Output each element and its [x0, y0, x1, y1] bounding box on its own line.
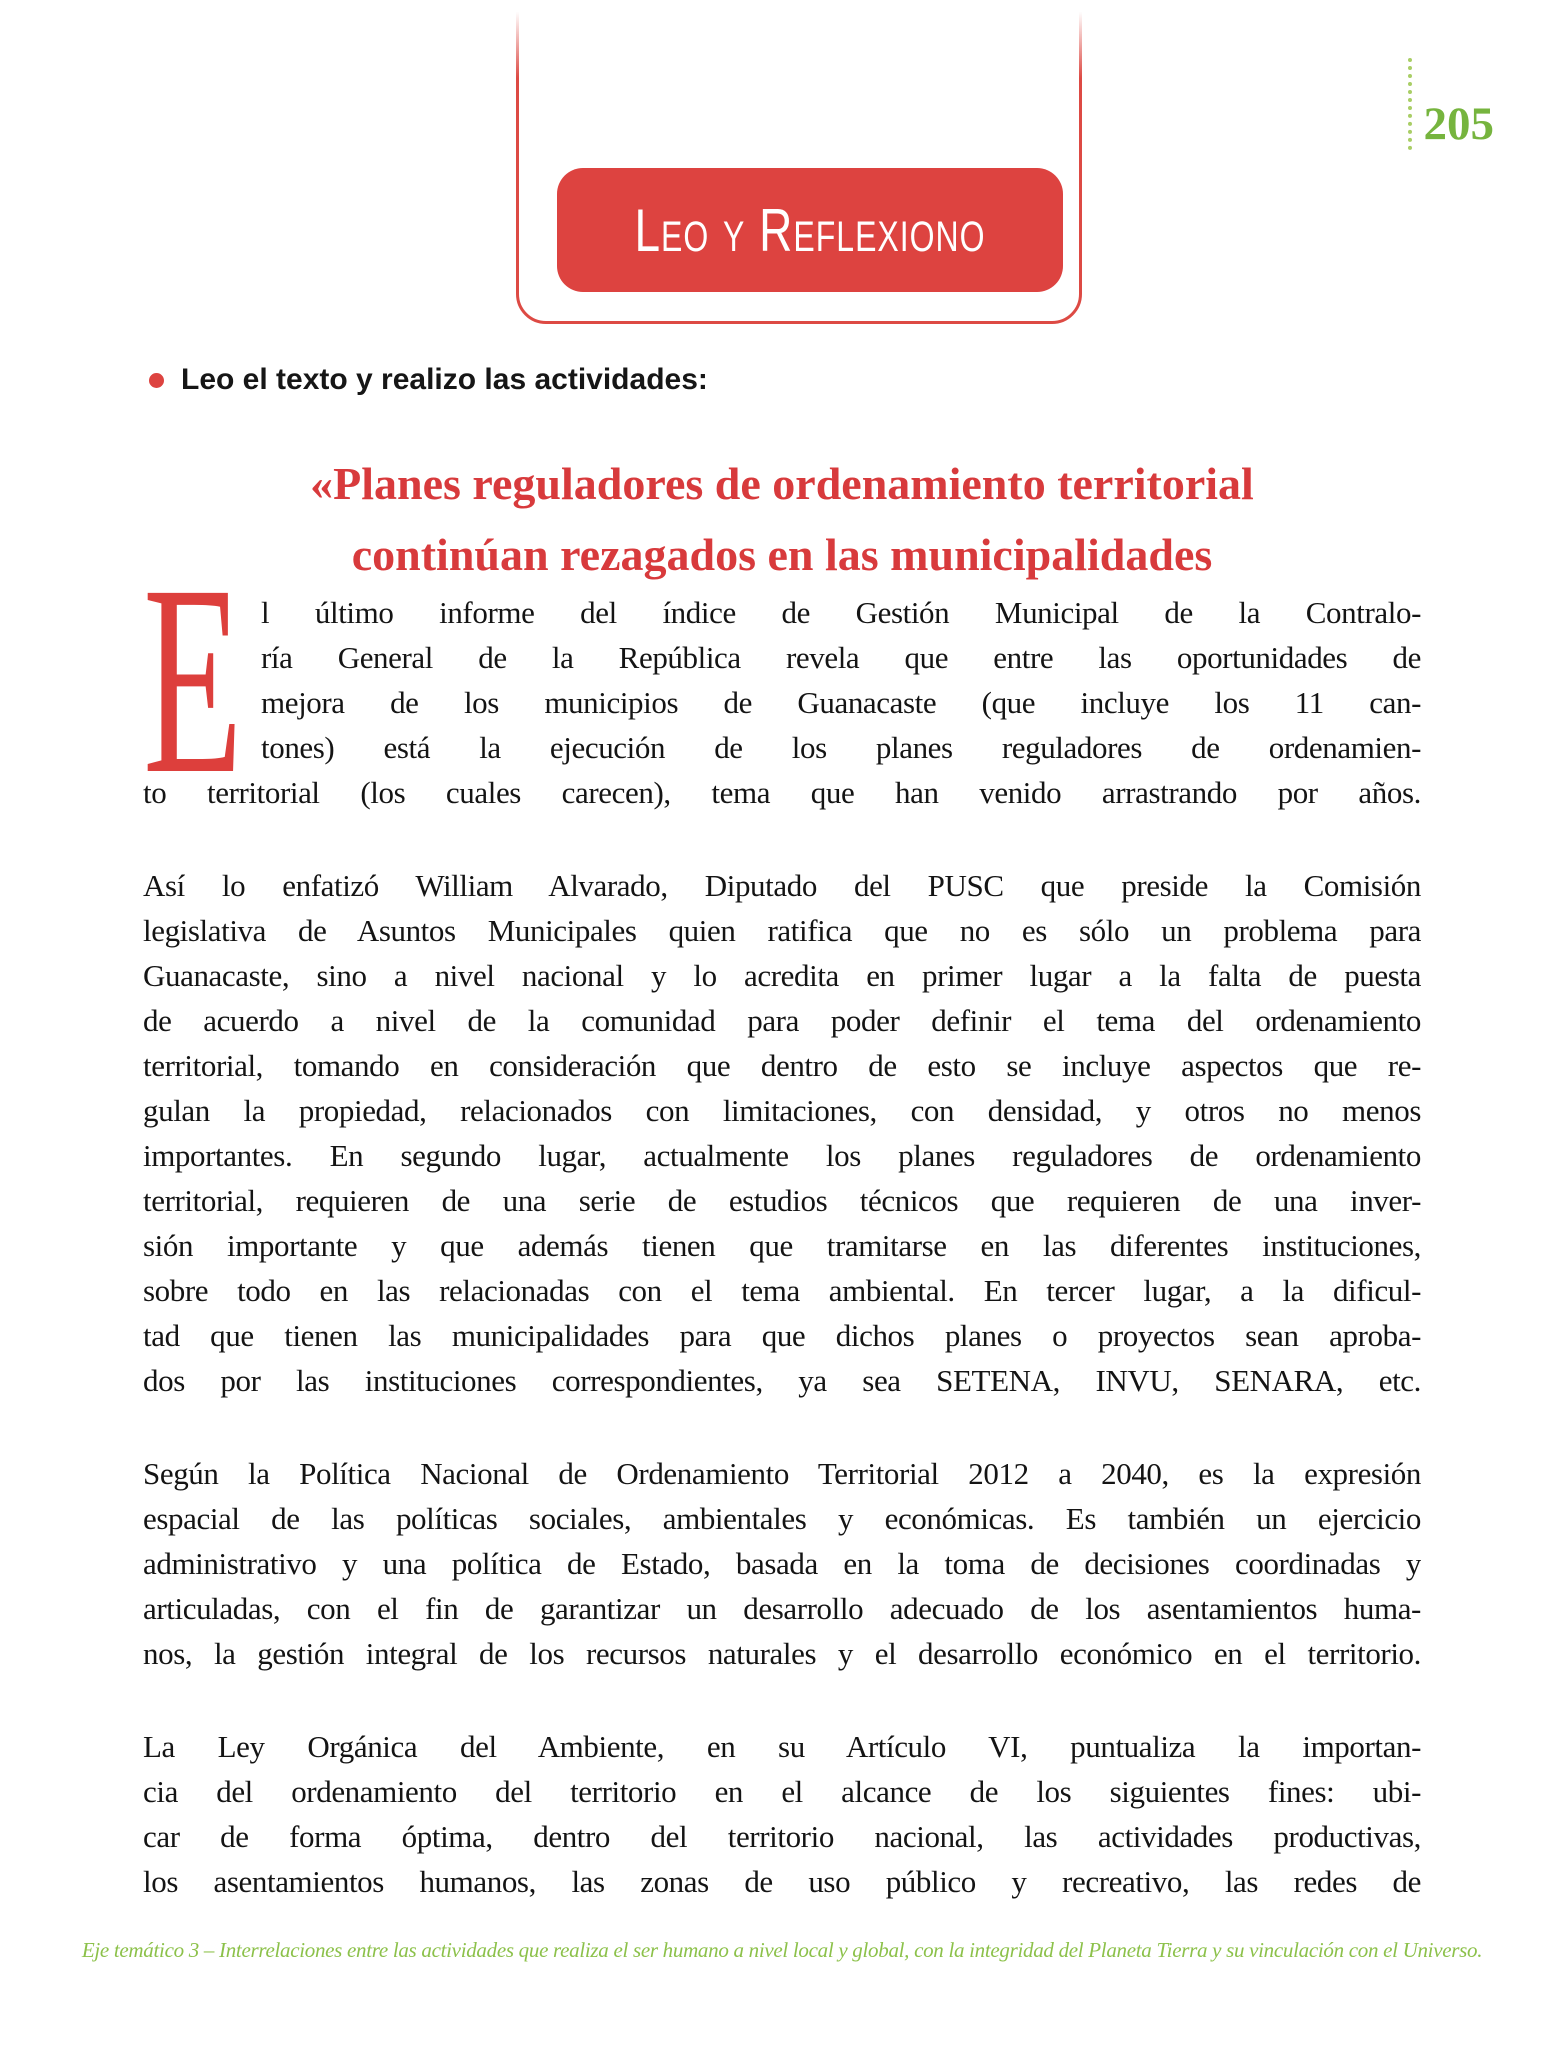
text-line: «Planes reguladores de ordenamiento territorial [310, 458, 1254, 509]
page-content [143, 0, 1421, 1904]
bullet-icon [149, 373, 164, 388]
text-line: Guanacaste, sino a nivel nacional y lo acredita en primer lugar a la falta de puesta [143, 958, 1421, 993]
text-line: de acuerdo a nivel de la comunidad para poder definir el tema del ordenamiento [143, 1003, 1421, 1038]
text-line: Según la Política Nacional de Ordenamiento Territorial 2012 a 2040, es la expresión [143, 1456, 1421, 1491]
paragraph-4 [143, 1724, 1421, 1904]
text-line: gulan la propiedad, relacionados con limitaciones, con densidad, y otros no menos [143, 1093, 1421, 1128]
text-line: importantes. En segundo lugar, actualmente los planes reguladores de ordenamiento [143, 1138, 1421, 1173]
text-line: mejora de los municipios de Guanacaste (que incluye los 11 can- [261, 685, 1421, 720]
text-line: cia del ordenamiento del territorio en el alcance de los siguientes fines: ubi- [143, 1774, 1421, 1809]
text-line: espacial de las políticas sociales, ambientales y económicas. Es también un ejercicio [143, 1501, 1421, 1536]
paragraph-3-lines [143, 1451, 1421, 1676]
footer-note: Eje temático 3 – Interrelaciones entre las actividades que realiza el ser humano a nivel local y global, con la integridad del Planeta Tierra y su vinculación con el Universo. [81, 1938, 1483, 1962]
instruction-label: Leo el texto y realizo las actividades: [181, 363, 708, 396]
text-line: ría General de la República revela que entre las oportunidades de [261, 640, 1421, 675]
text-line: tones) está la ejecución de los planes reguladores de ordenamien- [261, 730, 1421, 765]
text-line: continúan rezagados en las municipalidades [351, 529, 1213, 580]
paragraph-3 [143, 1451, 1421, 1676]
text-line: Así lo enfatizó William Alvarado, Diputado del PUSC que preside la Comisión [143, 868, 1421, 903]
text-line: los asentamientos humanos, las zonas de uso público y recreativo, las redes de [143, 1864, 1421, 1899]
article-title [143, 448, 1421, 590]
text-line: La Ley Orgánica del Ambiente, en su Artículo VI, puntualiza la importan- [143, 1729, 1421, 1764]
instruction-row [143, 360, 1421, 400]
paragraph-2-lines [143, 863, 1421, 1403]
text-line: sobre todo en las relacionadas con el tema ambiental. En tercer lugar, a la dificul- [143, 1273, 1421, 1308]
page-number: 205 [1423, 98, 1494, 150]
dropcap-letter: E [143, 590, 243, 815]
paragraph-1-lines [143, 590, 1421, 815]
text-line: administrativo y una política de Estado, basada en la toma de decisiones coordinadas y [143, 1546, 1421, 1581]
section-banner-label: Leo y Reflexiono [634, 195, 986, 265]
text-line: sión importante y que además tienen que tramitarse en las diferentes instituciones, [143, 1228, 1421, 1263]
text-line: l último informe del índice de Gestión Municipal de la Contralo- [261, 595, 1421, 630]
text-line: to territorial (los cuales carecen), tema que han venido arrastrando por años. [143, 775, 1421, 810]
text-line: tad que tienen las municipalidades para que dichos planes o proyectos sean aproba- [143, 1318, 1421, 1353]
text-line: nos, la gestión integral de los recursos naturales y el desarrollo económico en el territorio. [143, 1636, 1421, 1671]
text-line: territorial, tomando en consideración que dentro de esto se incluye aspectos que re- [143, 1048, 1421, 1083]
text-line: legislativa de Asuntos Municipales quien ratifica que no es sólo un problema para [143, 913, 1421, 948]
paragraph-4-lines [143, 1724, 1421, 1904]
text-line: car de forma óptima, dentro del territorio nacional, las actividades productivas, [143, 1819, 1421, 1854]
text-line: dos por las instituciones correspondientes, ya sea SETENA, INVU, SENARA, etc. [143, 1363, 1421, 1398]
text-line: articuladas, con el fin de garantizar un desarrollo adecuado de los asentamientos huma- [143, 1591, 1421, 1626]
text-line: territorial, requieren de una serie de estudios técnicos que requieren de una inver- [143, 1183, 1421, 1218]
paragraph-2 [143, 863, 1421, 1403]
paragraph-1 [143, 590, 1421, 815]
